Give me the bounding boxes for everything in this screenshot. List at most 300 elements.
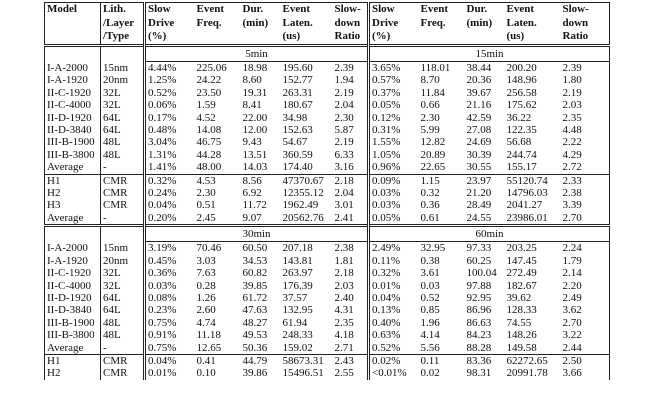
value-cell: 3.03 [196,254,216,267]
model-cell: H2 [45,367,101,379]
value-cell: 21.20 [466,187,492,200]
value-cell: 48L [101,136,145,148]
value-cell: 18.98 [242,62,268,74]
value-cell: 0.09% [369,174,419,187]
value-cell: 24.22 [196,74,222,87]
table-row [45,280,610,292]
value-cell: 272.49 [506,267,537,280]
value-cell: 0.75% [145,342,195,355]
value-cell: <0.01% [369,367,419,379]
value-cell: 48L [101,149,145,161]
value-cell: 195.60 [282,62,313,74]
value-cell: 4.44% [145,62,195,75]
value-cell: 3.39 [561,199,610,211]
value-cell: 0.31% [369,124,419,136]
header-slow-drive-line2: Drive [145,17,195,30]
model-cell: II-C-4000 [45,99,101,111]
value-cell: 100.04 [466,267,497,280]
value-cell: 0.52 [420,291,440,304]
table-header [45,3,610,46]
value-cell: 23986.01 [506,211,548,224]
value-cell: 1.05% [369,149,419,161]
model-cell: H2 [45,187,101,199]
value-cell: 0.75% [145,317,195,329]
value-cell: 39.85 [242,279,268,292]
value-cell: 0.20% [145,212,195,226]
results-table [44,2,610,380]
results-table-container [44,2,609,380]
header-dur-line3 [465,30,505,46]
value-cell: 0.04% [145,354,195,367]
value-cell: 0.03 [420,279,440,292]
value-cell: 64L [101,292,145,304]
value-cell: 2.04 [334,187,354,200]
header-slowdown-line3: Ratio [561,30,610,46]
value-cell: 62272.65 [505,354,561,367]
value-cell: 9.43 [242,136,262,149]
cmr-row [45,367,610,379]
table-row [45,62,610,75]
value-cell: 1.25% [145,74,195,86]
value-cell: 0.03% [145,280,195,292]
value-cell: 0.05% [369,99,419,111]
model-cell: Average [45,342,101,355]
table-row [45,292,610,304]
value-cell: 28.49 [466,199,492,212]
value-cell: 360.59 [282,148,313,161]
value-cell: 32L [101,267,145,279]
value-cell: 0.12% [369,112,419,124]
value-cell: 98.31 [466,367,492,380]
value-cell: 24.55 [466,211,492,224]
value-cell: 2.49 [561,292,610,304]
value-cell: 12.82 [420,136,446,149]
value-cell: 30.39 [466,148,492,161]
value-cell: 175.62 [506,99,537,112]
table-row [45,99,610,111]
value-cell: 86.96 [466,304,492,317]
value-cell: 0.24% [145,187,195,199]
value-cell: 0.10 [196,367,216,380]
value-cell: 11.84 [420,86,445,99]
value-cell: 14.03 [242,161,268,174]
table-row [45,317,610,329]
value-cell: 5.99 [420,124,440,137]
value-cell: 13.51 [242,148,268,161]
cmr-row [45,187,610,199]
value-cell: 12.65 [196,341,222,354]
value-cell: 2.20 [561,280,610,292]
value-cell: 8.56 [241,174,281,187]
value-cell: 97.88 [466,279,492,292]
header-event-freq-line2: Freq. [196,17,222,29]
value-cell: 55120.74 [505,174,561,187]
value-cell: 50.36 [242,341,268,354]
value-cell: 180.67 [282,99,313,112]
header-dur-line3 [241,30,281,46]
value-cell: 0.08% [145,292,195,304]
value-cell: 2041.27 [506,199,543,212]
value-cell: 2.19 [561,87,610,99]
value-cell: 61.94 [282,316,308,329]
model-cell: I-A-2000 [45,62,101,75]
value-cell: 46.75 [196,136,222,149]
value-cell: 20.89 [420,148,446,161]
header-lith-line3: /Type [101,30,145,46]
value-cell: CMR [101,187,145,199]
value-cell: 14796.03 [506,187,548,200]
model-cell: II-C-1920 [45,267,101,279]
value-cell: 159.02 [282,341,313,354]
value-cell: 2.03 [334,279,354,292]
value-cell: 2.71 [334,341,354,354]
value-cell: 11.18 [196,329,221,342]
header-event-laten-line2: Laten. [506,17,537,29]
value-cell: 0.04% [145,199,195,211]
value-cell: 48L [101,329,145,341]
value-cell: 24.69 [466,136,492,149]
value-cell: 34.53 [242,254,268,267]
value-cell: 152.77 [282,74,313,87]
cmr-row [45,212,610,226]
value-cell: 2.43 [333,354,369,367]
section-title-row [45,46,610,62]
section-title-row [45,226,610,242]
value-cell: 2.72 [561,161,610,174]
value-cell: 0.03% [369,187,419,199]
header-model-line3 [45,30,101,46]
value-cell: 22.65 [420,161,446,174]
value-cell: 48L [101,317,145,329]
value-cell: 263.97 [282,267,313,280]
section-title-blank [101,226,145,242]
table-row [45,87,610,99]
model-cell: H1 [45,174,101,187]
value-cell: 2.18 [333,174,369,187]
value-cell: 0.04% [369,292,419,304]
value-cell: 20991.78 [506,367,548,380]
value-cell: 84.23 [466,329,492,342]
value-cell: 60.82 [242,267,268,280]
value-cell: 182.67 [506,279,537,292]
value-cell: 61.72 [242,291,268,304]
value-cell: 83.36 [465,354,505,367]
value-cell: 1.80 [561,74,610,86]
value-cell: 132.95 [282,304,313,317]
value-cell: 4.74 [196,316,216,329]
value-cell: 47370.67 [281,174,333,187]
value-cell: 20562.76 [282,211,324,224]
value-cell: 20nm [101,255,145,267]
value-cell: 48.27 [242,316,268,329]
value-cell: 0.48% [145,124,195,136]
value-cell: 2.22 [561,136,610,148]
value-cell: 4.31 [334,304,354,317]
value-cell: - [101,212,145,226]
value-cell: 7.63 [196,267,216,280]
model-cell: H3 [45,199,101,211]
value-cell: 0.63% [369,329,419,341]
value-cell: 0.36 [420,199,440,212]
value-cell: 60.25 [466,254,492,267]
value-cell: 5.56 [420,341,440,354]
value-cell: 256.58 [506,86,537,99]
value-cell: 6.92 [242,187,262,200]
header-event-freq: Event [419,3,465,18]
value-cell: 0.01% [369,280,419,292]
value-cell: 0.13% [369,304,419,316]
value-cell: 1.79 [561,255,610,267]
model-cell: III-B-1900 [45,317,101,329]
value-cell: 0.02 [420,367,440,380]
value-cell: 118.01 [420,62,451,74]
value-cell: 2.18 [334,267,354,280]
value-cell: 2.35 [334,316,354,329]
value-cell: 2.30 [334,111,354,124]
value-cell: 2.38 [334,242,354,255]
value-cell: 263.31 [282,86,313,99]
value-cell: 5.87 [334,124,354,137]
value-cell: 27.08 [466,124,492,137]
value-cell: 15nm [101,62,145,75]
value-cell: 37.57 [282,291,308,304]
value-cell: 1.94 [334,74,354,87]
section-title-blank [101,46,145,62]
value-cell: 44.28 [196,148,222,161]
value-cell: 0.66 [420,99,440,112]
section-title-blank [45,46,101,62]
value-cell: 34.98 [282,111,308,124]
value-cell: 2.70 [561,317,610,329]
value-cell: 74.55 [506,316,532,329]
table-row [45,74,610,86]
value-cell: 1962.49 [282,199,319,212]
value-cell: 3.04% [145,136,195,148]
value-cell: 0.40% [369,317,419,329]
header-slowdown-line2: down [334,17,361,29]
value-cell: 2.44 [561,342,610,355]
value-cell: 58673.31 [281,354,333,367]
value-cell: 44.79 [241,354,281,367]
value-cell: 2.41 [334,211,354,224]
header-slow-drive-line2: Drive [369,17,419,30]
header-event-freq: Event [195,3,241,18]
value-cell: 1.15 [419,174,465,187]
value-cell: 86.63 [466,316,492,329]
header-slow-drive-line3: (%) [145,30,195,46]
value-cell: 0.45% [145,255,195,267]
value-cell: 1.55% [369,136,419,148]
value-cell: 0.03% [369,199,419,211]
value-cell: 2.24 [561,242,610,255]
value-cell: 152.63 [282,124,313,137]
value-cell: 0.41 [195,354,241,367]
value-cell: 30.55 [466,161,492,174]
value-cell: 6.33 [334,148,354,161]
value-cell: 23.97 [465,174,505,187]
value-cell: 39.62 [506,291,532,304]
value-cell: 20nm [101,74,145,86]
value-cell: 14.08 [196,124,222,137]
value-cell: 1.81 [334,254,354,267]
value-cell: 0.36% [145,267,195,279]
value-cell: 2.39 [561,62,610,75]
value-cell: 0.91% [145,329,195,341]
value-cell: 2.50 [561,354,610,367]
value-cell: 70.46 [196,242,222,255]
value-cell: 49.53 [242,329,268,342]
header-model: Model [45,3,101,18]
value-cell: 2.30 [420,111,440,124]
value-cell: 2.33 [561,174,610,187]
value-cell: 0.85 [420,304,440,317]
value-cell: 23.50 [196,86,222,99]
value-cell: 1.26 [196,291,216,304]
value-cell: 3.66 [561,367,610,379]
header-slowdown-line2: down [561,17,610,30]
value-cell: 0.28 [196,279,216,292]
value-cell: 3.01 [334,199,354,212]
model-cell: Average [45,212,101,226]
value-cell: 0.52% [369,342,419,355]
value-cell: 19.31 [242,86,268,99]
header-event-laten-line2: Laten. [282,17,313,29]
value-cell: 88.28 [466,341,492,354]
value-cell: 21.16 [466,99,492,112]
value-cell: 0.05% [369,212,419,226]
value-cell: 3.61 [420,267,440,280]
section-title-blank [45,226,101,242]
value-cell: 56.68 [506,136,532,149]
section-left-title: 5min [145,46,369,62]
value-cell: 1.31% [145,149,195,161]
value-cell: 0.38 [420,254,440,267]
value-cell: 2.03 [561,99,610,111]
model-cell: II-C-1920 [45,87,101,99]
value-cell: 39.67 [466,86,492,99]
cmr-row [45,199,610,211]
value-cell: 143.81 [282,254,313,267]
header-event-freq-line3 [419,30,465,46]
value-cell: 0.32% [145,174,195,187]
table-body [45,46,610,380]
cmr-row [45,354,610,367]
header-event-freq-line2: Freq. [420,17,446,29]
header-slowdown-line3: Ratio [334,30,361,42]
table-row [45,342,610,355]
value-cell: 1.59 [196,99,216,112]
value-cell: 92.95 [466,291,492,304]
value-cell: 2.60 [196,304,216,317]
value-cell: CMR [101,199,145,211]
value-cell: 97.33 [466,242,492,255]
model-cell: II-D-3840 [45,124,101,136]
value-cell: 32.95 [420,242,446,255]
header-dur: Dur. [241,3,281,18]
value-cell: 4.52 [196,111,216,124]
value-cell: 0.11% [369,255,419,267]
value-cell: - [101,342,145,355]
value-cell: 176.39 [282,279,313,292]
value-cell: 3.19% [145,242,195,255]
value-cell: 0.51 [196,199,216,212]
value-cell: 2.14 [561,267,610,279]
value-cell: 2.19 [334,86,354,99]
value-cell: 36.22 [506,111,532,124]
section-right-title: 15min [369,46,610,62]
value-cell: 4.48 [561,124,610,136]
value-cell: 0.01% [145,367,195,379]
value-cell: 64L [101,112,145,124]
header-dur-line2: (min) [242,17,269,29]
header-dur: Dur. [465,3,505,18]
value-cell: 122.35 [506,124,537,137]
header-slowdown: Slow- [333,3,369,18]
model-cell: III-B-3800 [45,329,101,341]
section-left-title: 30min [145,226,369,242]
value-cell: 15496.51 [282,367,324,380]
value-cell: 8.70 [420,74,440,87]
model-cell: II-D-1920 [45,292,101,304]
header-event-laten-line3: (us) [506,30,525,42]
value-cell: 0.11 [419,354,465,367]
model-cell: II-D-1920 [45,112,101,124]
table-row [45,112,610,124]
value-cell: 12355.12 [282,187,324,200]
value-cell: 148.26 [506,329,537,342]
value-cell: CMR [101,174,145,187]
table-row [45,136,610,148]
value-cell: 207.18 [282,242,313,255]
table-row [45,124,610,136]
value-cell: 2.38 [561,187,610,199]
header-model-line2 [45,17,101,30]
value-cell: 4.29 [561,149,610,161]
table-row [45,242,610,255]
value-cell: 2.49% [369,242,419,255]
table-row [45,304,610,316]
value-cell: 244.74 [506,148,537,161]
value-cell: 200.20 [506,62,537,74]
value-cell: 38.44 [466,62,492,74]
value-cell: 0.23% [145,304,195,316]
value-cell: 2.30 [196,187,216,200]
value-cell: 155.17 [506,161,537,174]
header-slow-drive: Slow [145,3,195,18]
table-row [45,267,610,279]
section-right-title: 60min [369,226,610,242]
value-cell: 48.00 [196,161,222,174]
value-cell: 20.36 [466,74,492,87]
value-cell: 3.65% [369,62,419,75]
value-cell: 42.59 [466,111,492,124]
header-lith: Lith. [101,3,145,18]
value-cell: 3.62 [561,304,610,316]
table-row [45,255,610,267]
value-cell: 0.32 [420,187,440,200]
value-cell: 0.02% [369,354,419,367]
value-cell: 0.06% [145,99,195,111]
value-cell: 60.50 [242,242,268,255]
value-cell: 4.14 [420,329,440,342]
value-cell: 2.04 [334,99,354,112]
value-cell: 128.33 [506,304,537,317]
value-cell: CMR [101,354,145,367]
value-cell: 11.72 [242,199,267,212]
header-event-laten: Event [505,3,561,18]
header-lith-line2: /Layer [101,17,145,30]
model-cell: H1 [45,354,101,367]
